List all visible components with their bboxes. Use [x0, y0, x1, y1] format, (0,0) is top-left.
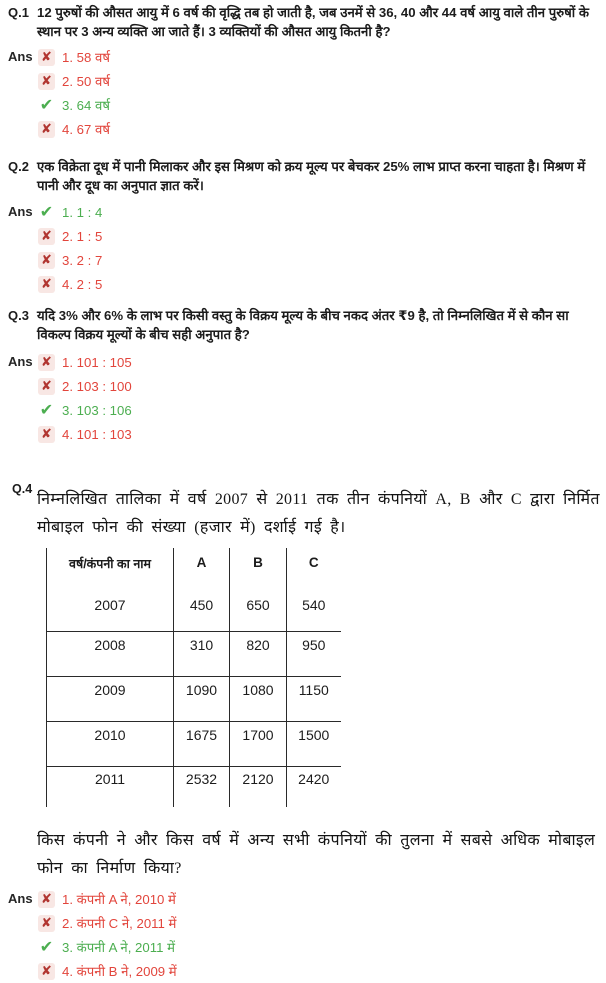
cross-icon — [38, 121, 55, 138]
answer-option — [38, 959, 600, 983]
option-label: 3. कंपनी A ने, 2011 में — [62, 939, 175, 955]
table-cell: 2120 — [230, 767, 287, 808]
table-header-cell: वर्ष/कंपनी का नाम — [47, 548, 174, 597]
option-label: 1. 101 : 105 — [62, 354, 132, 370]
cross-icon — [38, 426, 55, 443]
answer-label: Ans — [8, 354, 33, 369]
table-cell: 2420 — [287, 767, 341, 808]
question-text: एक विक्रेता दूध में पानी मिलाकर और इस मिश्रण को क्रय मूल्य पर बेचकर 25% लाभ प्राप्त करना चाहता है। मिश्रण में पानी और दूध का अनुपात ज्ञात करें। — [37, 159, 586, 193]
check-icon — [38, 204, 55, 221]
table-cell: 540 — [287, 597, 341, 632]
answer-option — [38, 935, 600, 959]
data-table — [46, 548, 341, 807]
question-header — [8, 306, 600, 344]
check-icon — [38, 402, 55, 419]
answer-option — [38, 422, 600, 446]
table-cell: 1090 — [174, 677, 230, 722]
answer-option — [38, 398, 600, 422]
question-text: किस कंपनी ने और किस वर्ष में अन्य सभी कंपनियों की तुलना में सबसे अधिक मोबाइल फोन का निर्माण किया? — [37, 832, 596, 877]
cross-icon — [38, 963, 55, 980]
question-number: Q.4 — [12, 482, 33, 496]
option-label: 1. 58 वर्ष — [62, 49, 110, 65]
table-cell: 2007 — [47, 597, 174, 632]
question-text: निम्नलिखित तालिका में वर्ष 2007 से 2011 तक तीन कंपनियों A, B और C द्वारा निर्मित मोबाइल फोन की संख्या (हजार में) दर्शाई गई है। — [37, 491, 600, 536]
cross-icon — [38, 354, 55, 371]
question-number: Q.2 — [8, 159, 29, 174]
options-list — [38, 887, 600, 983]
option-label: 3. 103 : 106 — [62, 402, 132, 418]
options-list — [38, 350, 600, 446]
answer-option — [38, 93, 600, 117]
answer-section — [8, 887, 600, 983]
table-cell: 950 — [287, 632, 341, 677]
option-label: 4. 67 वर्ष — [62, 121, 110, 137]
table-header-cell: A — [174, 548, 230, 597]
answer-section — [8, 350, 600, 446]
answer-option — [38, 200, 600, 224]
answer-option — [38, 911, 600, 935]
answer-label: Ans — [8, 49, 33, 64]
table-header-cell: C — [287, 548, 341, 597]
answer-option — [38, 248, 600, 272]
table-header-row — [47, 548, 341, 597]
answer-option — [38, 117, 600, 141]
option-label: 2. 103 : 100 — [62, 378, 132, 394]
question-header — [8, 157, 600, 195]
option-label: 3. 64 वर्ष — [62, 97, 110, 113]
option-label: 2. 1 : 5 — [62, 228, 103, 244]
option-label: 1. 1 : 4 — [62, 204, 103, 220]
table-row — [47, 632, 341, 677]
question-text: 12 पुरुषों की औसत आयु में 6 वर्ष की वृद्धि तब हो जाती है, जब उनमें से 36, 40 और 44 वर्ष आयु वाले तीन पुरुषों के स्थान पर 3 अन्य व्यक्ति आ जाते हैं। 3 व्यक्तियों की औसत आयु कितनी है? — [37, 5, 589, 39]
table-header-cell: B — [230, 548, 287, 597]
answer-option — [38, 350, 600, 374]
question-block-3 — [8, 306, 600, 446]
cross-icon — [38, 49, 55, 66]
table-cell: 2008 — [47, 632, 174, 677]
question-block-1 — [8, 3, 600, 141]
question-text: यदि 3% और 6% के लाभ पर किसी वस्तु के विक्रय मूल्य के बीच नकद अंतर ₹9 है, तो निम्नलिखित में से कौन सा विकल्प विक्रय मूल्यों के बीच सही अनुपात है? — [37, 308, 569, 342]
answer-option — [38, 272, 600, 296]
question-header — [8, 3, 600, 41]
option-label: 1. कंपनी A ने, 2010 में — [62, 891, 176, 907]
answer-option — [38, 887, 600, 911]
answer-option — [38, 45, 600, 69]
options-list — [38, 45, 600, 141]
cross-icon — [38, 378, 55, 395]
cross-icon — [38, 891, 55, 908]
table-row — [47, 597, 341, 632]
cross-icon — [38, 228, 55, 245]
table-cell: 310 — [174, 632, 230, 677]
check-icon — [38, 97, 55, 114]
table-cell: 1700 — [230, 722, 287, 767]
table-cell: 450 — [174, 597, 230, 632]
table-cell: 1080 — [230, 677, 287, 722]
answer-option — [38, 69, 600, 93]
table-cell: 2009 — [47, 677, 174, 722]
table-cell: 1500 — [287, 722, 341, 767]
cross-icon — [38, 915, 55, 932]
option-label: 2. कंपनी C ने, 2011 में — [62, 915, 177, 931]
table-cell: 1675 — [174, 722, 230, 767]
options-list — [38, 200, 600, 296]
answer-section — [8, 45, 600, 141]
table-cell: 820 — [230, 632, 287, 677]
question-number: Q.3 — [8, 308, 29, 323]
table-cell: 1150 — [287, 677, 341, 722]
answer-section — [8, 200, 600, 296]
option-label: 4. 2 : 5 — [62, 276, 103, 292]
answer-option — [38, 224, 600, 248]
answer-label: Ans — [8, 891, 33, 906]
cross-icon — [38, 73, 55, 90]
question-number: Q.1 — [8, 5, 29, 20]
table-cell: 2010 — [47, 722, 174, 767]
table-row — [47, 767, 341, 808]
cross-icon — [38, 252, 55, 269]
option-label: 3. 2 : 7 — [62, 252, 103, 268]
question-block-2 — [8, 157, 600, 296]
answer-label: Ans — [8, 204, 33, 219]
option-label: 4. कंपनी B ने, 2009 में — [62, 963, 177, 979]
table-row — [47, 722, 341, 767]
table-cell: 2532 — [174, 767, 230, 808]
question-block-4 — [8, 478, 600, 983]
answer-option — [38, 374, 600, 398]
check-icon — [38, 939, 55, 956]
table-cell: 2011 — [47, 767, 174, 808]
cross-icon — [38, 276, 55, 293]
table-row — [47, 677, 341, 722]
table-cell: 650 — [230, 597, 287, 632]
option-label: 2. 50 वर्ष — [62, 73, 110, 89]
option-label: 4. 101 : 103 — [62, 426, 132, 442]
